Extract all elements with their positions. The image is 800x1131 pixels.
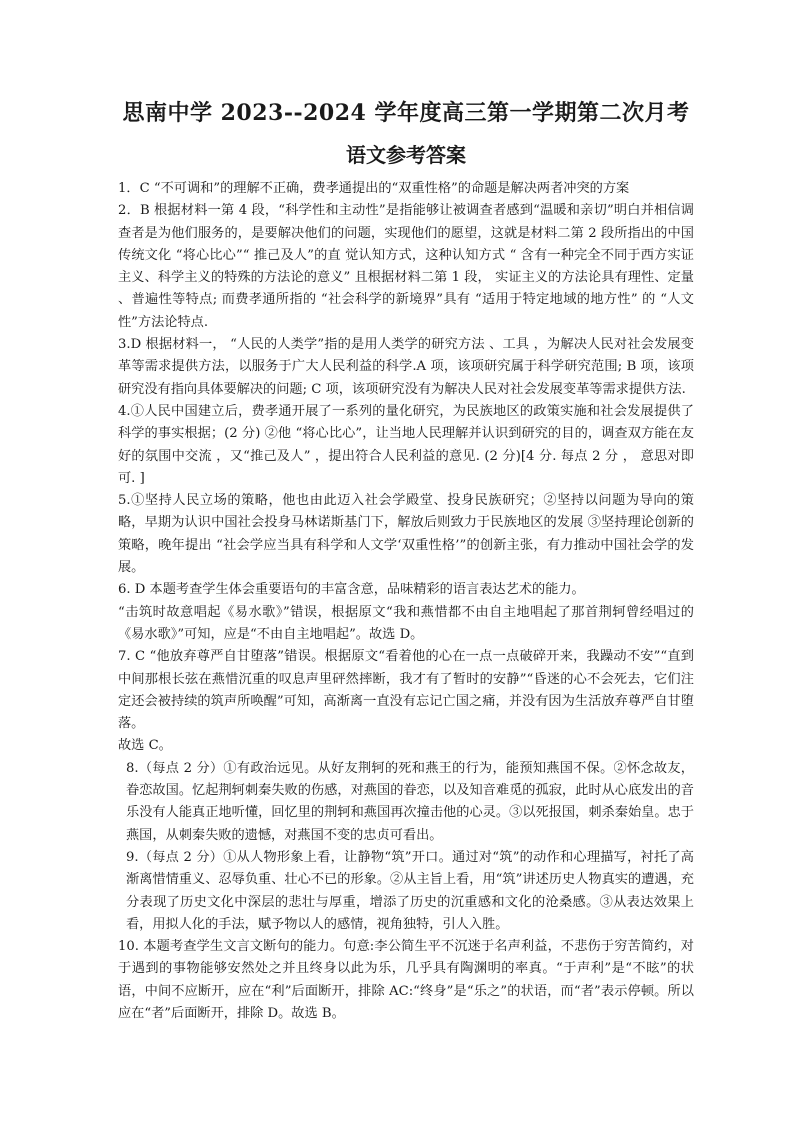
answer-6: 6. D 本题考查学生体会重要语句的丰富含意，品味精彩的语言表达艺术的能力。 bbox=[118, 582, 585, 598]
answer-5: 5.①坚持人民立场的策略，他也由此迈入社会学殿堂、投身民族研究；②坚持以问题为导向的策略，早期为认识中国社会投身马林诺斯基门下，解放后则致力于民族地区的发展 ③坚持理论创新的策略，晚年提出 “社会学应当具有科学和人文学‘双重性格’”的创新主张，有力推动中国社会学的发展。 bbox=[118, 493, 694, 576]
answer-4: 4.①人民中国建立后，费孝通开展了一系列的量化研究，为民族地区的政策实施和社会发展提供了科学的事实根据；(2 分) ②他 “将心比心”，让当地人民理解并认识到研究的目的，调查双方能在友好的氛围中交流 ，又“推己及人” ，提出符合人民利益的意见. (2 分)[4 分. 每点 2 分 ， 意思对即可. ] bbox=[118, 403, 694, 486]
answer-8: 8.（每点 2 分）①有政治远见。从好友荆轲的死和燕王的行为，能预知燕国不保。②怀念故友，眷恋故国。忆起荆轲刺秦失败的伤感，对燕国的眷恋，以及知音难觅的孤寂，此时从心底发出的音乐没有人能真正地听懂，回忆里的荆轲和燕国再次撞击他的心灵。③以死报国，刺杀秦始皇。忠于燕国，从刺秦失败的遗憾，对燕国不变的忠贞可看出。 bbox=[126, 760, 694, 843]
page-title: 思南中学 2023--2024 学年度高三第一学期第二次月考 bbox=[122, 100, 690, 126]
answer-10: 10. 本题考查学生文言文断句的能力。句意:李公简生平不沉迷于名声利益，不悲伤于穷苦简约，对于遇到的事物能够安然处之并且终身以此为乐，几乎具有陶渊明的率真。“于声利”是“不眩”的状语，中间不应断开，应在“利”后面断开，排除 AC:“终身”是“乐之”的状语，而“者”表示停顿。所以应在“者”后面断开，排除 D。故选 B。 bbox=[118, 939, 694, 1021]
answer-7-choice: 故选 C。 bbox=[118, 738, 172, 754]
answer-6-explanation: “击筑时故意唱起《易水歌》”错误，根据原文“我和燕惜都不由自主地唱起了那首荆轲曾经唱过的《易水歌》”可知，应是“不由自主地唱起”。故选 D。 bbox=[118, 604, 694, 642]
answer-9: 9.（每点 2 分）①从人物形象上看，让静物“筑”开口。通过对“筑”的动作和心理描写，衬托了高渐离惜情重义、忍辱负重、壮心不已的形象。②从主旨上看，用“筑”讲述历史人物真实的遭遇，充分表现了历史文化中深层的悲壮与厚重，增添了历史的沉重感和文化的沧桑感。③从表达效果上看，用拟人化的手法，赋予物以人的感情，视角独特，引人入胜。 bbox=[126, 849, 694, 932]
answer-2: 2．B 根据材料一第 4 段，“科学性和主动性”是指能够让被调查者感到“温暖和亲切”明白并相信调查者是为他们服务的，是要解决他们的问题，实现他们的愿望，这就是材料二第 2 段所指出的中国传统文化 “将心比心”“ 推己及人”的直 觉认知方式，这种认知方式 “ 含有一种完全不同于西方实证主义、科学主义的特殊的方法论的意义” 且根据材料二第 1 段， 实证主义的方法论具有理性、定量 、普遍性等特点; 而费孝通所指的 “社会科学的新境界”具有 “适用于特定地域的地方性” 的 “人文性”方法论特点. bbox=[118, 203, 694, 330]
answer-3: 3.D 根据材料一， “人民的人类学”指的是用人类学的研究方法 、工具 ，为解决人民对社会发展变革等需求提供方法，以服务于广大人民利益的科学.A 项，该项研究属于科学研究范围; B 项，该项研究没有指向具体要解决的问题; C 项，该项研究没有为解决人民对社会发展变革等需求提供方法. bbox=[118, 337, 694, 397]
page-subtitle: 语文参考答案 bbox=[346, 143, 466, 167]
answer-list bbox=[118, 178, 694, 1025]
answer-1: 1．C “不可调和”的理解不正确，费孝通提出的“双重性格”的命题是解决两者冲突的方案 bbox=[118, 181, 630, 196]
answer-7: 7. C “他放弃尊严自甘堕落”错误。根据原文“看着他的心在一点一点破碎开来，我躁动不安”“直到中间那根长弦在燕惜沉重的叹息声里砰然摔断，我才有了暂时的安静”“昏迷的心不会死去，它们注定还会被持续的筑声所唤醒”可知，高渐离一直没有忘记亡国之痛，并没有因为生活放弃尊严自甘堕落。 bbox=[118, 649, 694, 732]
